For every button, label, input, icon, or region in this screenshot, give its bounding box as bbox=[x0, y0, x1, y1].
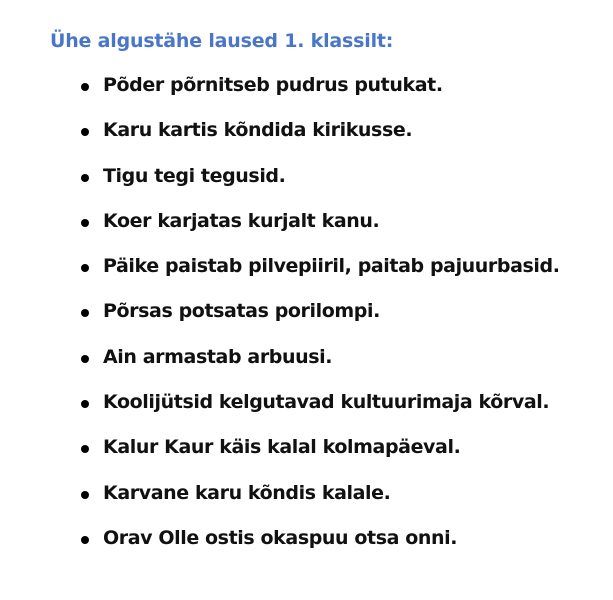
sentence-text: Orav Olle ostis okaspuu otsa onni. bbox=[103, 526, 458, 549]
bullet-icon bbox=[81, 491, 89, 499]
sentence-text: Karvane karu kõndis kalale. bbox=[103, 481, 391, 504]
sentence-text: Päike paistab pilvepiiril, paitab pajuurbasid. bbox=[103, 255, 560, 278]
bullet-icon bbox=[81, 219, 89, 227]
bullet-icon bbox=[81, 174, 89, 182]
bullet-icon bbox=[81, 445, 89, 453]
sentence-text: Tigu tegi tegusid. bbox=[103, 164, 286, 187]
bullet-icon bbox=[81, 355, 89, 363]
sentence-text: Koolijütsid kelgutavad kultuurimaja kõrval. bbox=[103, 391, 550, 414]
sentence-text: Karu kartis kõndida kirikusse. bbox=[103, 119, 413, 142]
sentence-text: Ain armastab arbuusi. bbox=[103, 345, 333, 368]
sentence-text: Põrsas potsatas porilompi. bbox=[103, 300, 380, 323]
bullet-icon bbox=[81, 400, 89, 408]
bullet-icon bbox=[81, 128, 89, 136]
document-heading: Ühe algustähe laused 1. klassilt: bbox=[50, 30, 394, 52]
sentence-text: Kalur Kaur käis kalal kolmapäeval. bbox=[103, 436, 461, 459]
bullet-icon bbox=[81, 536, 89, 544]
sentence-text: Põder põrnitseb pudrus putukat. bbox=[103, 74, 443, 96]
bullet-icon bbox=[81, 309, 89, 317]
sentence-text: Koer karjatas kurjalt kanu. bbox=[103, 209, 380, 232]
bullet-icon bbox=[81, 264, 89, 272]
bullet-icon bbox=[81, 83, 89, 91]
